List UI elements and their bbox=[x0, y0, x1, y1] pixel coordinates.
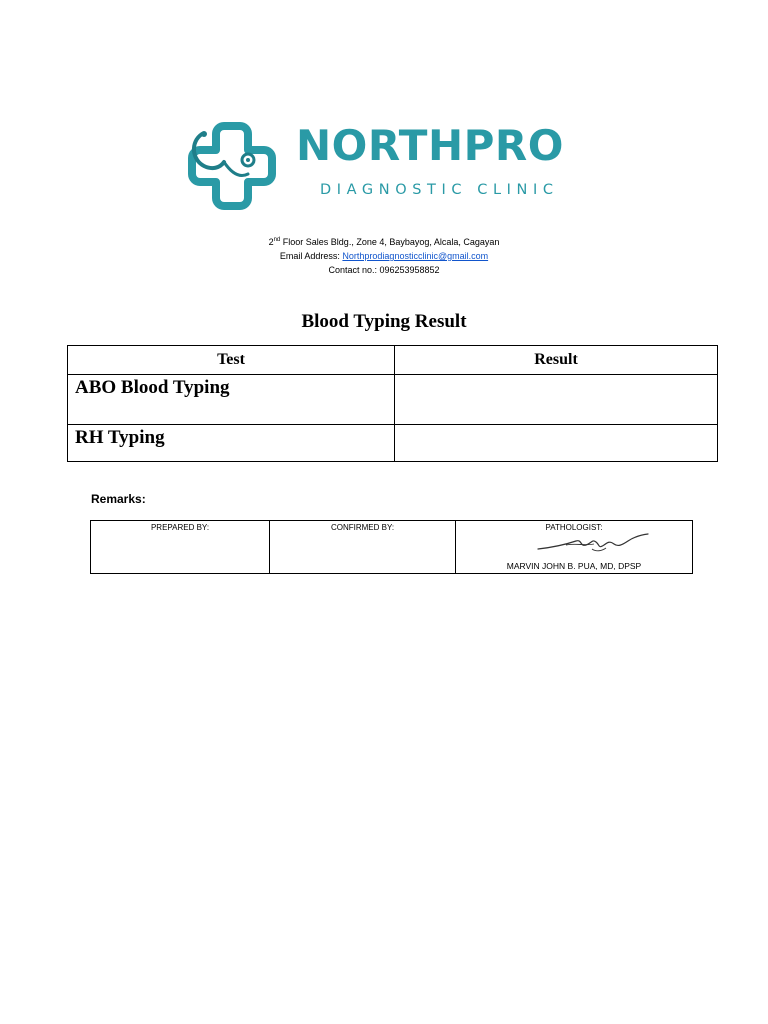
stethoscope-cross-icon bbox=[182, 112, 282, 222]
email-label: Email Address: bbox=[279, 251, 343, 261]
prepared-by-cell bbox=[91, 521, 270, 574]
column-header-result: Result bbox=[395, 346, 718, 375]
prepared-by-label: PREPARED BY: bbox=[150, 523, 210, 532]
table-row bbox=[68, 375, 718, 425]
email-link[interactable]: Northprodiagnosticclinic@gmail.com bbox=[342, 251, 489, 261]
test-result bbox=[395, 425, 718, 462]
pathologist-label: PATHOLOGIST: bbox=[545, 523, 603, 532]
contact-number: Contact no.: 096253958852 bbox=[328, 265, 440, 275]
results-table bbox=[67, 345, 718, 462]
pathologist-cell bbox=[456, 521, 693, 574]
page-title: Blood Typing Result bbox=[301, 311, 467, 332]
pathologist-name: MARVIN JOHN B. PUA, MD, DPSP bbox=[506, 561, 642, 571]
email-line bbox=[0, 249, 768, 263]
signature-icon bbox=[536, 533, 651, 555]
signature-table bbox=[90, 520, 693, 574]
test-name: RH Typing bbox=[68, 425, 395, 462]
confirmed-by-cell bbox=[270, 521, 456, 574]
confirmed-by-label: CONFIRMED BY: bbox=[330, 523, 395, 532]
remarks-label: Remarks: bbox=[91, 492, 146, 506]
address-ordinal: 2 bbox=[268, 237, 274, 247]
column-header-test: Test bbox=[68, 346, 395, 375]
brand-subtitle: DIAGNOSTIC CLINIC bbox=[320, 182, 559, 198]
address-text: Floor Sales Bldg., Zone 4, Baybayog, Alcala, Cagayan bbox=[280, 237, 500, 247]
signature-row bbox=[91, 521, 693, 574]
contact-block bbox=[0, 233, 768, 277]
address-ordinal-suffix: nd bbox=[273, 237, 281, 243]
address-line bbox=[0, 233, 768, 249]
brand-name: NORTHPRO bbox=[296, 121, 564, 170]
test-name: ABO Blood Typing bbox=[68, 375, 395, 425]
table-header-row bbox=[68, 346, 718, 375]
test-result bbox=[395, 375, 718, 425]
table-row bbox=[68, 425, 718, 462]
